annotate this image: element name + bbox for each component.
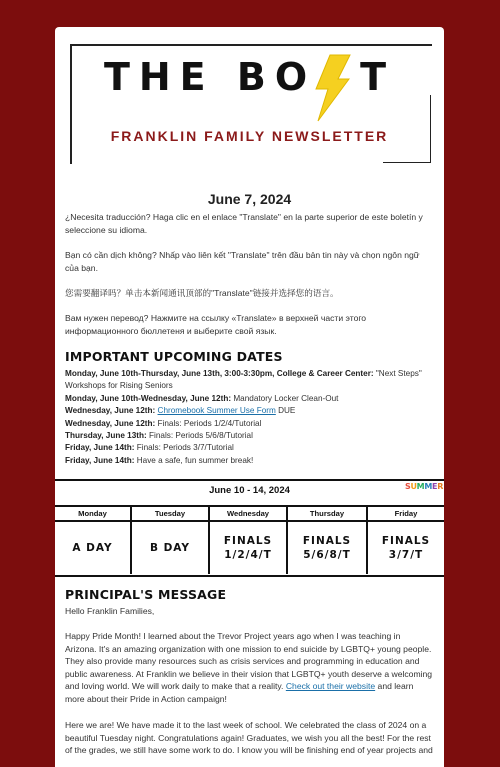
date-item: Monday, June 10th-Wednesday, June 12th: Mandatory Locker Clean-Out [65, 393, 339, 403]
newsletter-title [55, 55, 444, 99]
principal-greeting: Hello Franklin Families, [65, 606, 155, 616]
dates-heading: IMPORTANT UPCOMING DATES [65, 349, 283, 364]
date-item: Thursday, June 13th: Finals: Periods 5/6/8/Tutorial [65, 431, 253, 441]
newsletter-sheet [55, 27, 444, 767]
translate-vietnamese: Bạn có cần dịch không? Nhấp vào liên kết "Translate" trên đầu bản tin này và chọn ngôn ngữ của bạn. [65, 250, 420, 273]
schedule-cell: FINALS 5/6/8/T [288, 522, 368, 574]
principal-heading: PRINCIPAL'S MESSAGE [65, 587, 227, 602]
schedule-title: June 10 - 14, 2024 [209, 485, 290, 496]
schedule-grid [55, 506, 444, 577]
date-item: Wednesday, June 12th: Finals: Periods 1/2/4/Tutorial [65, 418, 262, 428]
newsletter-subtitle: FRANKLIN FAMILY NEWSLETTER [110, 128, 389, 144]
title-right: T [360, 55, 396, 99]
dates-list [65, 368, 435, 467]
translate-russian: Вам нужен перевод? Нажмите на ссылку «Translate» в верхней части этого информационного бюллетеня и выберите свой язык. [65, 313, 367, 336]
principal-paragraph-1: Happy Pride Month! I learned about the Trevor Project years ago when I was teaching in Arizona. It's an amazing organization with one mission to end suicide by LGBTQ+ young people. They also provide many resources such as crisis services and programming in education and public awareness. At Franklin we believe in their vision that LGBTQ+ youth deserve a welcoming and loving world. We will work daily to make that a reality. Check out their website and learn more about their Pride in Action campaign! [65, 631, 433, 704]
date-item: Friday, June 14th: Finals: Periods 3/7/Tutorial [65, 443, 234, 453]
title-left: THE BO [103, 55, 317, 99]
principal-paragraph-2: Here we are! We have made it to the last week of school. We celebrated the class of 2024 on a beautiful Tuesday night. Congratulations again! Graduates, we wish you all the best! For the rest of the grades, we still have some work to do. I know you will be finishing end of year projects and [65, 720, 433, 755]
schedule-cell: FINALS 3/7/T [381, 535, 431, 561]
translate-chinese: 您需要翻译吗？单击本新闻通讯顶部的"Translate"链接并选择您的语言。 [65, 288, 339, 298]
schedule-cell: A DAY [55, 522, 132, 574]
schedule-day-header: Tuesday [132, 506, 210, 522]
issue-date: June 7, 2024 [207, 191, 292, 207]
schedule-day-header: Friday [368, 506, 444, 522]
schedule-day-header: Wednesday [210, 506, 288, 522]
lightning-bolt-icon [308, 53, 354, 123]
translate-spanish: ¿Necesita traducción? Haga clic en el enlace "Translate" en la parte superior de este boletín y seleccione su idioma. [65, 212, 423, 235]
schedule-day-header: Thursday [288, 506, 368, 522]
schedule-day-header: Monday [55, 506, 132, 522]
chromebook-form-link[interactable]: Chromebook Summer Use Form [157, 406, 276, 416]
schedule-cell: FINALS 1/2/4/T [210, 522, 288, 574]
date-item: Wednesday, June 12th: Chromebook Summer Use Form DUE [65, 406, 296, 416]
date-item: Friday, June 14th: Have a safe, fun summer break! [65, 455, 254, 465]
trevor-project-link[interactable]: Check out their website [285, 681, 376, 691]
schedule-cell: B DAY [132, 522, 210, 574]
date-item: Monday, June 10th-Thursday, June 13th, 3:00-3:30pm, College & Career Center: "Next Steps" Workshops for Rising Seniors [65, 369, 422, 391]
summer-badge: SUMMER [405, 482, 444, 491]
